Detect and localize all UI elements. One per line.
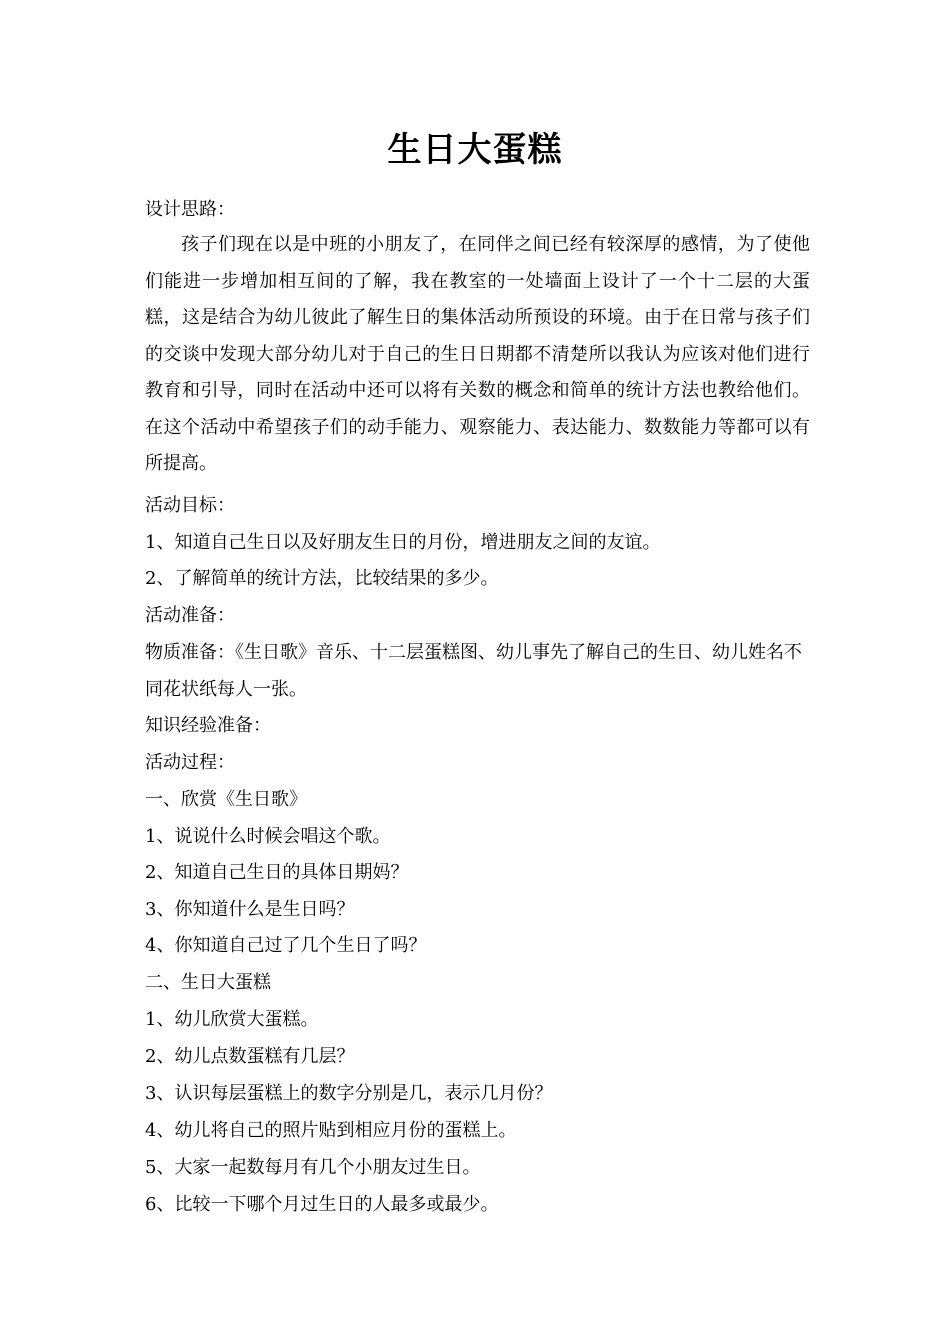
process-heading: 活动过程： (145, 752, 235, 773)
list-item: 5、大家一起数每月有几个小朋友过生日。 (145, 1157, 481, 1178)
section-heading: 二、生日大蛋糕 (145, 972, 271, 993)
list-item: 6、比较一下哪个月过生日的人最多或最少。 (145, 1194, 499, 1215)
list-item: 2、知道自己生日的具体日期妈？ (145, 862, 409, 883)
list-item: 3、认识每层蛋糕上的数字分别是几，表示几月份？ (145, 1083, 553, 1104)
goals-heading: 活动目标： (145, 495, 235, 516)
material-prep-line: 物质准备：《生日歌》音乐、十二层蛋糕图、幼儿事先了解自己的生日、幼儿姓名不 (145, 642, 802, 663)
material-prep-line: 同花状纸每人一张。 (145, 679, 307, 700)
list-item: 3、你知道什么是生日吗？ (145, 899, 355, 920)
document-title: 生日大蛋糕 (387, 130, 563, 170)
section-heading: 一、欣赏《生日歌》 (145, 789, 307, 810)
prep-heading: 活动准备： (145, 605, 235, 626)
design-heading: 设计思路： (145, 199, 235, 220)
list-item: 4、你知道自己过了几个生日了吗？ (145, 935, 427, 956)
list-item: 1、说说什么时候会唱这个歌。 (145, 826, 391, 847)
goal-item: 1、知道自己生日以及好朋友生日的月份，增进朋友之间的友谊。 (145, 532, 661, 553)
list-item: 4、幼儿将自己的照片贴到相应月份的蛋糕上。 (145, 1120, 517, 1141)
design-paragraph: 孩子们现在以是中班的小朋友了，在同伴之间已经有较深厚的感情，为了使他们能进一步增加相互间的了解，我在教室的一处墙面上设计了一个十二层的大蛋糕，这是结合为幼儿彼此了解生日的集体活动所预设的环境。由于在日常与孩子们的交谈中发现大部分幼儿对于自己的生日日期都不清楚所以我认为应该对他们进行教育和引导，同时在活动中还可以将有关数的概念和简单的统计方法也教给他们。在这个活动中希望孩子们的动手能力、观察能力、表达能力、数数能力等都可以有所提高。 (145, 234, 810, 474)
goal-item: 2、了解简单的统计方法，比较结果的多少。 (145, 568, 499, 589)
knowledge-prep: 知识经验准备： (145, 715, 271, 736)
list-item: 2、幼儿点数蛋糕有几层？ (145, 1046, 355, 1067)
list-item: 1、幼儿欣赏大蛋糕。 (145, 1009, 319, 1030)
